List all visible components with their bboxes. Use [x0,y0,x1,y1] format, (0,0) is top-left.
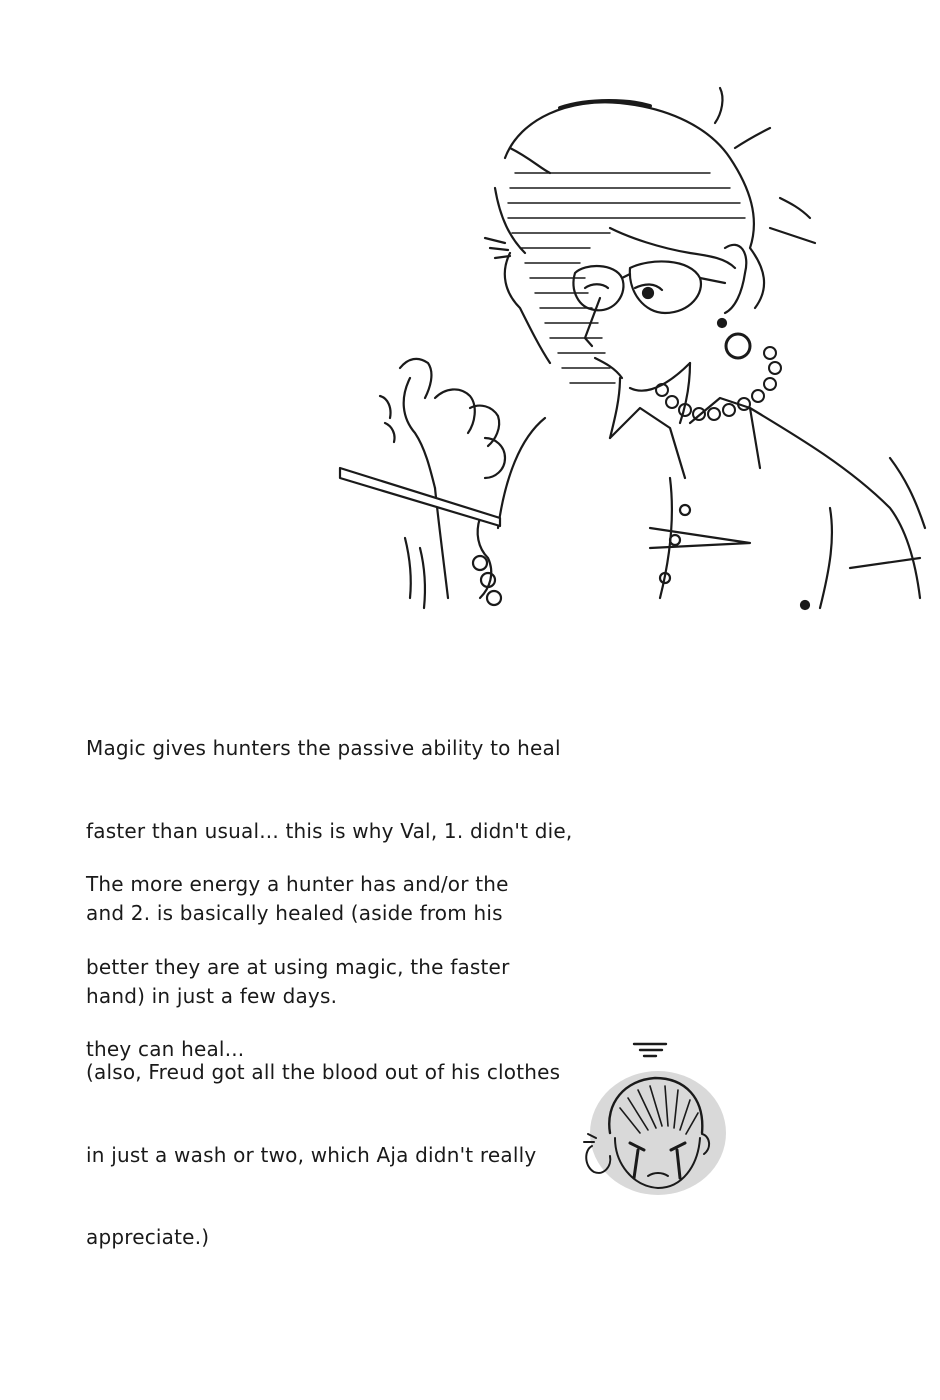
main-illustration [330,78,930,638]
text-line: The more energy a hunter has and/or the [86,872,509,896]
text-line: appreciate.) [86,1225,210,1249]
text-line: (also, Freud got all the blood out of his clothes [86,1060,561,1084]
text-line: faster than usual... this is why Val, 1. didn't die, [86,818,573,843]
paragraph-aside [86,1004,560,1307]
text-line: and 2. is basically healed (aside from his [86,901,503,925]
text-line: Magic gives hunters the passive ability to heal [86,736,561,760]
text-line: better they are at using magic, the faster [86,954,510,979]
text-line: hand) in just a few days. [86,983,338,1008]
text-line: they can heal... [86,1037,245,1061]
text-line: in just a wash or two, which Aja didn't really [86,1142,537,1167]
chibi-illustration [570,1038,740,1208]
